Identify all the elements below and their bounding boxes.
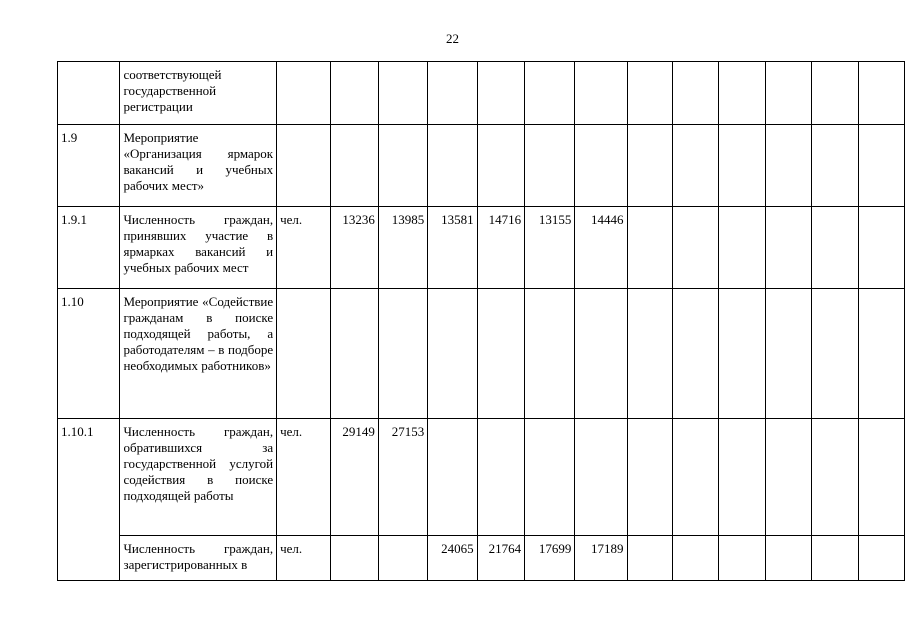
row-value-cell: 24065 [428, 536, 477, 581]
row-value-cell [525, 419, 575, 536]
row-value-cell: 13236 [330, 207, 378, 289]
row-value-cell [477, 419, 524, 536]
table-row [58, 62, 905, 125]
row-value-cell [627, 419, 672, 536]
row-value-cell [765, 62, 811, 125]
row-value-cell [627, 207, 672, 289]
row-value-cell [378, 62, 427, 125]
table-row [58, 207, 905, 289]
row-value-cell [330, 125, 378, 207]
row-value-cell [858, 62, 904, 125]
row-value-cell: 13985 [378, 207, 427, 289]
row-value-cell [575, 125, 627, 207]
row-value-cell [672, 419, 718, 536]
row-value-cell [428, 289, 477, 419]
row-unit-cell: чел. [277, 419, 330, 536]
row-unit-cell [277, 289, 330, 419]
indicators-table [57, 61, 905, 581]
row-name-cell: Численность граждан, обратившихся за государственной услугой содействия в поиске подходящей работы [120, 419, 277, 536]
row-value-cell [765, 536, 811, 581]
row-value-cell: 17699 [525, 536, 575, 581]
row-unit-cell [277, 125, 330, 207]
row-value-cell: 13155 [525, 207, 575, 289]
row-unit-cell: чел. [277, 207, 330, 289]
row-value-cell [672, 207, 718, 289]
row-value-cell [525, 125, 575, 207]
table-row [58, 125, 905, 207]
row-value-cell [719, 536, 765, 581]
row-value-cell: 14446 [575, 207, 627, 289]
row-value-cell [627, 289, 672, 419]
row-value-cell [672, 536, 718, 581]
row-value-cell [672, 125, 718, 207]
row-value-cell [858, 289, 904, 419]
row-value-cell [765, 207, 811, 289]
row-code-cell [58, 62, 120, 125]
page-number: 22 [446, 31, 459, 46]
row-value-cell [378, 536, 427, 581]
table-row [58, 419, 905, 536]
table-row [58, 289, 905, 419]
row-value-cell [525, 289, 575, 419]
row-value-cell [575, 62, 627, 125]
row-name-cell: Мероприятие «Содействие гражданам в поиске подходящей работы, а работодателям – в подборе необходимых работников» [120, 289, 277, 419]
row-value-cell [477, 125, 524, 207]
row-code-cell: 1.9 [58, 125, 120, 207]
row-value-cell [627, 536, 672, 581]
row-value-cell: 29149 [330, 419, 378, 536]
row-value-cell [858, 207, 904, 289]
row-code-cell: 1.10 [58, 289, 120, 419]
row-name-cell: Численность граждан, принявших участие в ярмарках вакансий и учебных рабочих мест [120, 207, 277, 289]
row-value-cell [428, 125, 477, 207]
row-value-cell [812, 207, 858, 289]
row-value-cell [378, 289, 427, 419]
row-name-cell: Мероприятие «Организация ярмарок вакансий и учебных рабочих мест» [120, 125, 277, 207]
row-value-cell [719, 289, 765, 419]
row-value-cell [858, 419, 904, 536]
row-value-cell [378, 125, 427, 207]
row-value-cell: 17189 [575, 536, 627, 581]
row-value-cell [812, 125, 858, 207]
row-value-cell: 13581 [428, 207, 477, 289]
row-code-cell: 1.9.1 [58, 207, 120, 289]
row-value-cell [672, 289, 718, 419]
row-value-cell [330, 289, 378, 419]
row-value-cell [812, 289, 858, 419]
row-unit-cell: чел. [277, 536, 330, 581]
row-value-cell [858, 536, 904, 581]
row-unit-cell [277, 62, 330, 125]
row-value-cell: 21764 [477, 536, 524, 581]
row-value-cell [428, 419, 477, 536]
row-code-cell: 1.10.1 [58, 419, 120, 581]
row-value-cell [525, 62, 575, 125]
row-value-cell [330, 62, 378, 125]
row-value-cell [575, 419, 627, 536]
row-value-cell [858, 125, 904, 207]
row-value-cell [627, 125, 672, 207]
row-value-cell [627, 62, 672, 125]
row-name-cell: соответствующей государственной регистрации [120, 62, 277, 125]
row-value-cell [812, 62, 858, 125]
row-value-cell [477, 289, 524, 419]
row-value-cell [765, 419, 811, 536]
row-name-cell: Численность граждан, зарегистрированных в [120, 536, 277, 581]
table-body [58, 62, 905, 581]
row-value-cell [719, 207, 765, 289]
row-value-cell [575, 289, 627, 419]
row-value-cell [428, 62, 477, 125]
row-value-cell [719, 125, 765, 207]
row-value-cell [672, 62, 718, 125]
row-value-cell: 27153 [378, 419, 427, 536]
row-value-cell [719, 419, 765, 536]
row-value-cell [812, 536, 858, 581]
row-value-cell [330, 536, 378, 581]
row-value-cell [477, 62, 524, 125]
row-value-cell [719, 62, 765, 125]
row-value-cell: 14716 [477, 207, 524, 289]
row-value-cell [765, 289, 811, 419]
row-value-cell [765, 125, 811, 207]
row-value-cell [812, 419, 858, 536]
table-row [58, 536, 905, 581]
